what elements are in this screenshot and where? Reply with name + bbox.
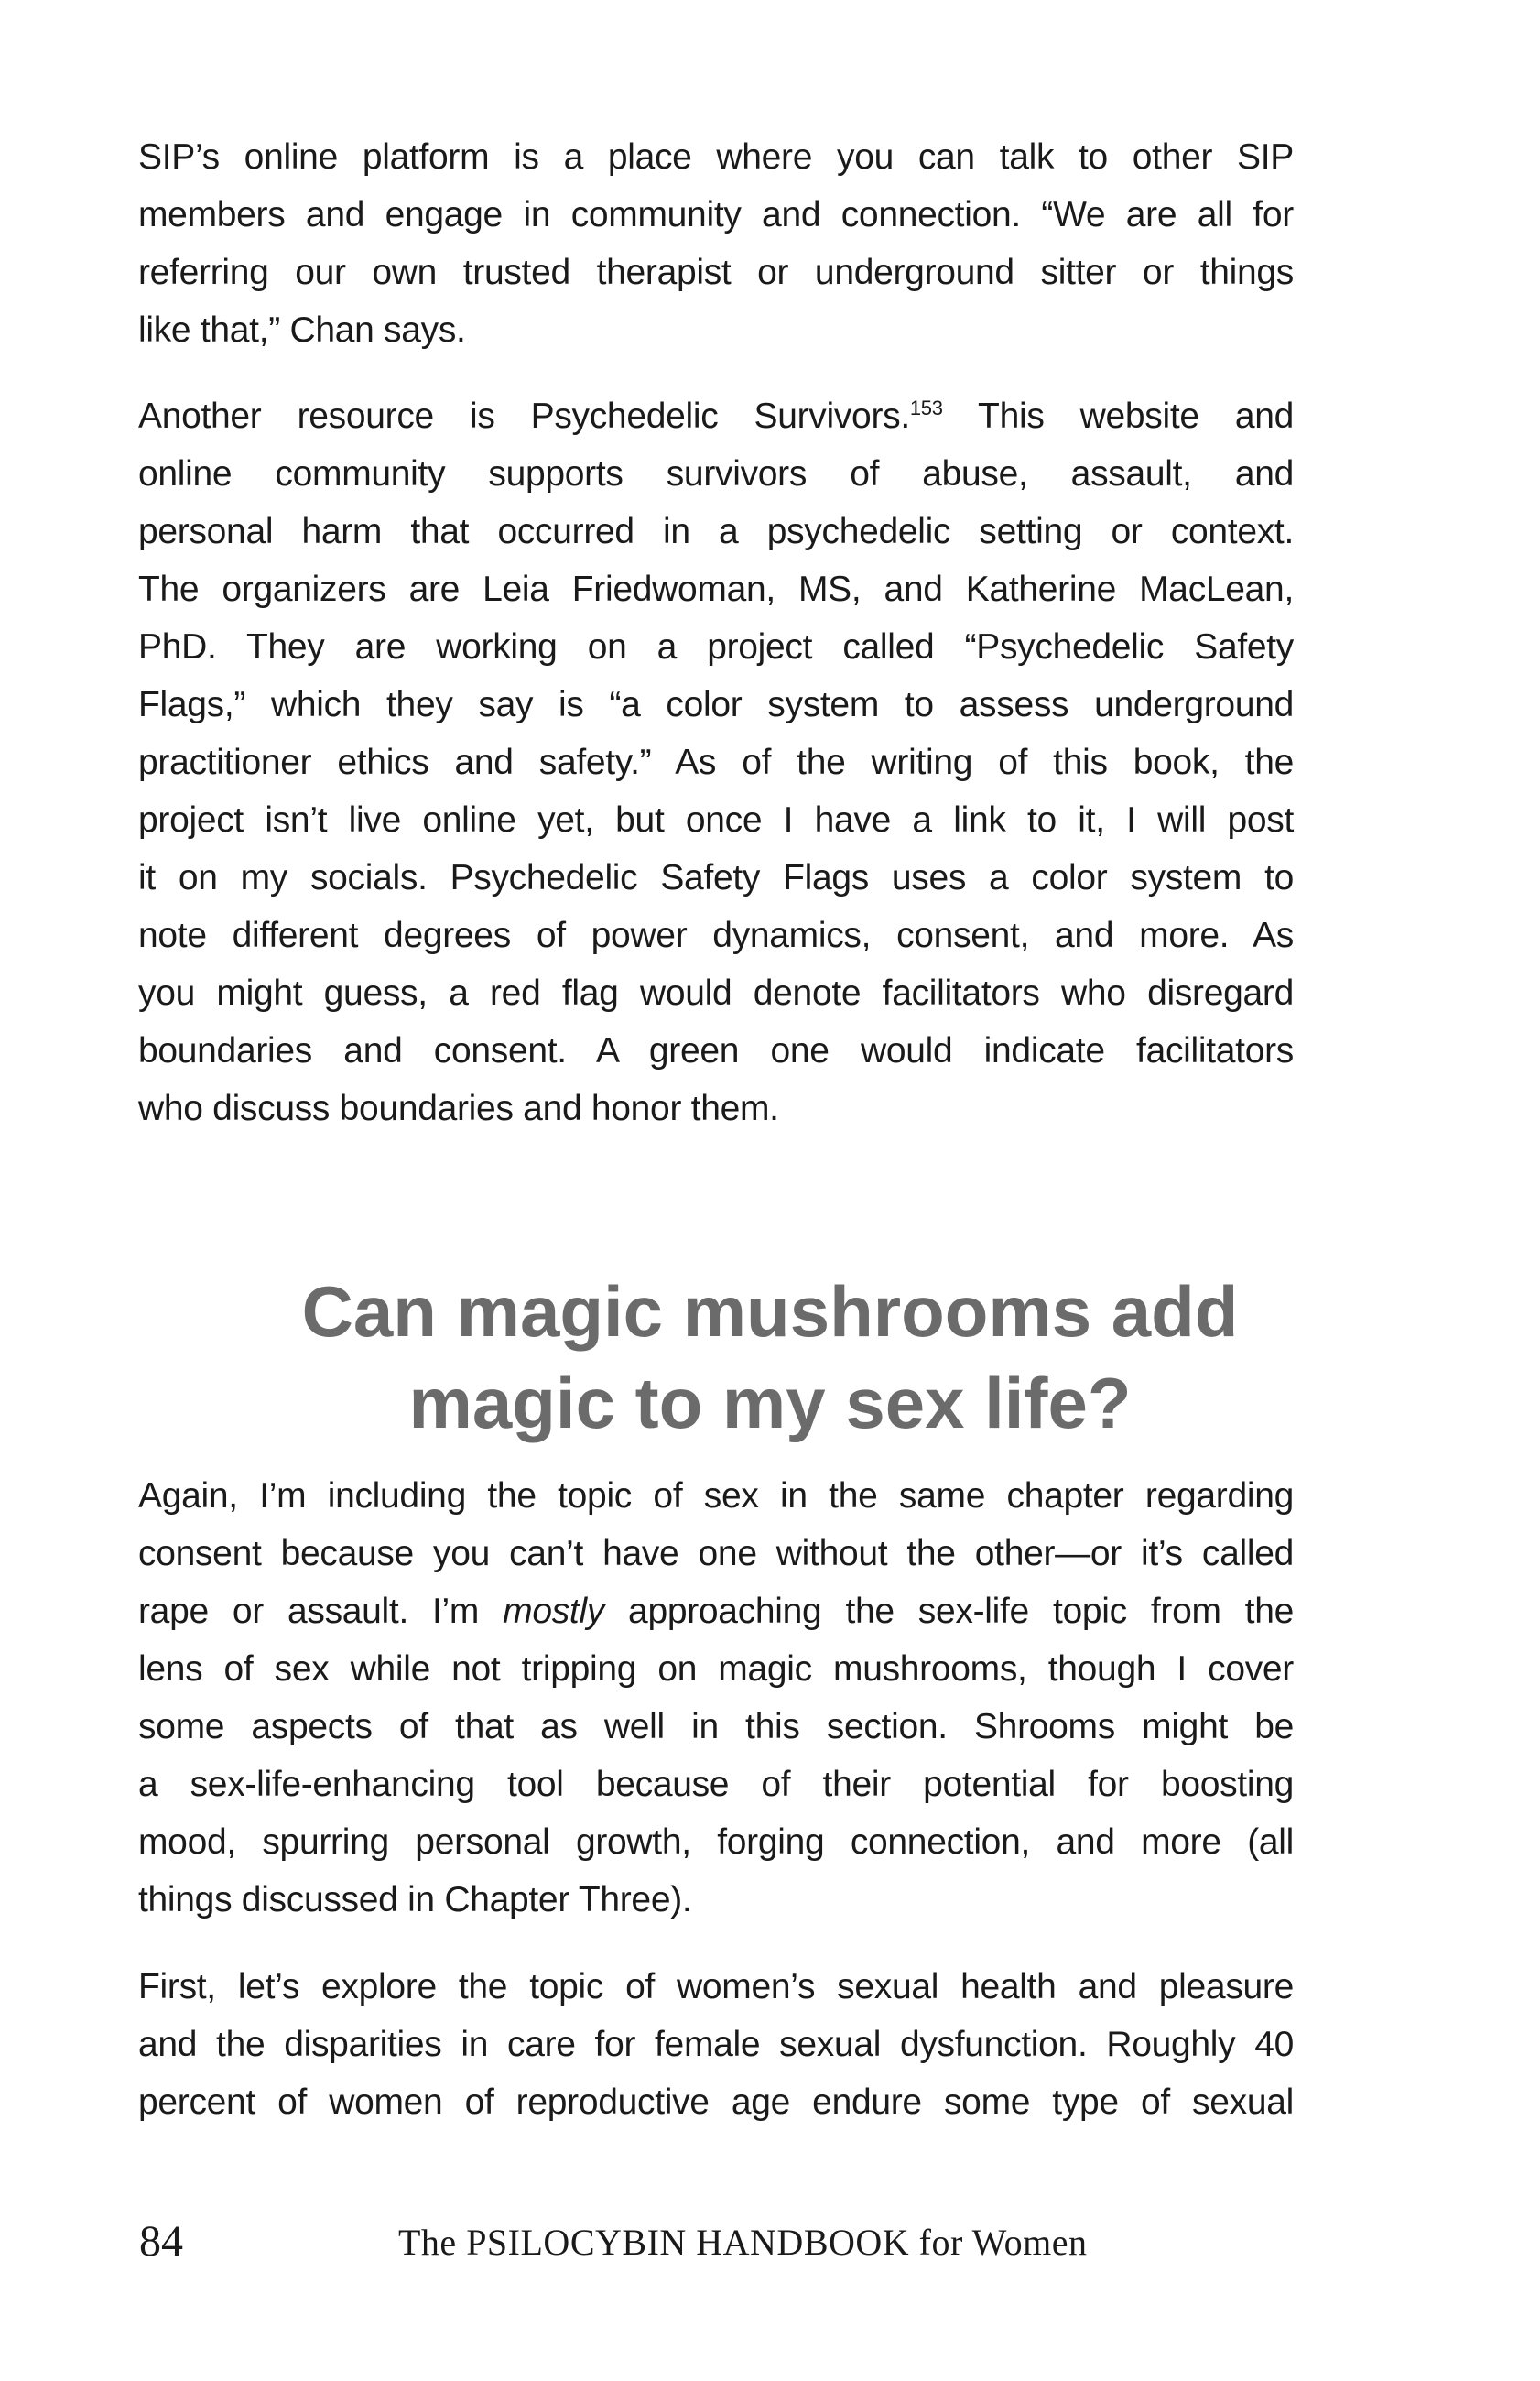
paragraph-psychedelic-survivors (138, 387, 1294, 1137)
text-line: The organizers are Leia Friedwoman, MS, and Katherine MacLean, (138, 570, 1294, 609)
text-line: consent because you can’t have one without the other—or it’s called (138, 1534, 1294, 1573)
text-line: who discuss boundaries and honor them. (138, 1089, 779, 1128)
text-line: SIP’s online platform is a place where you can talk to other SIP (138, 137, 1294, 177)
text-line: project isn’t live online yet, but once I have a link to it, I will post (138, 800, 1294, 840)
text-segment: This website and (942, 397, 1294, 436)
text-segment: Another resource is Psychedelic Survivors. (138, 397, 910, 436)
text-line: online community supports survivors of abuse, assault, and (138, 454, 1294, 494)
paragraph-womens-sexual-health (138, 1958, 1294, 2131)
text-line (138, 387, 1294, 445)
running-footer-book-title: The PSILOCYBIN HANDBOOK for Women (398, 2222, 1088, 2263)
footnote-reference: 153 (909, 397, 943, 419)
paragraph-sip-platform (138, 128, 1294, 359)
text-line: Again, I’m including the topic of sex in the same chapter regarding (138, 1476, 1294, 1516)
section-heading-line-1: Can magic mushrooms add (301, 1271, 1239, 1352)
text-line: referring our own trusted therapist or underground sitter or things (138, 253, 1294, 292)
text-line: boundaries and consent. A green one would indicate facilitators (138, 1031, 1294, 1071)
text-line: First, let’s explore the topic of women’s sexual health and pleasure (138, 1967, 1294, 2006)
text-line: members and engage in community and connection. “We are all for (138, 195, 1294, 234)
text-line: PhD. They are working on a project called “Psychedelic Safety (138, 627, 1294, 667)
text-line: Flags,” which they say is “a color system to assess underground (138, 685, 1294, 724)
text-line: some aspects of that as well in this section. Shrooms might be (138, 1707, 1294, 1746)
text-line: note different degrees of power dynamics, consent, and more. As (138, 916, 1294, 955)
text-line: practitioner ethics and safety.” As of the writing of this book, the (138, 743, 1294, 782)
text-line: mood, spurring personal growth, forging connection, and more (all (138, 1822, 1294, 1862)
section-heading-line-2: magic to my sex life? (408, 1363, 1132, 1443)
section-heading (0, 1266, 1540, 1449)
text-line: lens of sex while not tripping on magic mushrooms, though I cover (138, 1649, 1294, 1689)
text-line: a sex-life-enhancing tool because of their potential for boosting (138, 1765, 1294, 1804)
text-line: you might guess, a red flag would denote facilitators who disregard (138, 973, 1294, 1013)
text-segment: approaching the sex-life topic from the (604, 1592, 1295, 1631)
page-number: 84 (139, 2217, 183, 2266)
text-line: it on my socials. Psychedelic Safety Flags uses a color system to (138, 858, 1294, 897)
text-line: things discussed in Chapter Three). (138, 1880, 692, 1919)
emphasized-text: mostly (503, 1592, 605, 1631)
text-line: personal harm that occurred in a psychedelic setting or context. (138, 512, 1294, 551)
text-line: percent of women of reproductive age endure some type of sexual (138, 2082, 1294, 2122)
text-line: like that,” Chan says. (138, 310, 466, 350)
paragraph-sex-and-consent (138, 1467, 1294, 1929)
text-line: and the disparities in care for female sexual dysfunction. Roughly 40 (138, 2025, 1294, 2064)
text-segment: rape or assault. I’m (138, 1592, 504, 1631)
text-line (138, 1582, 1294, 1640)
